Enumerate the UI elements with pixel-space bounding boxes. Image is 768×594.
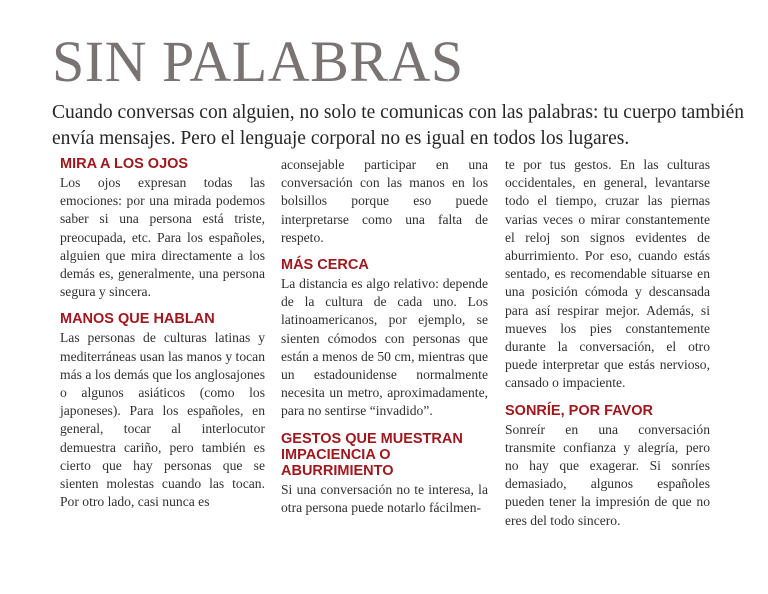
column-1 xyxy=(60,156,265,511)
section-heading-gestos: GESTOS QUE MUESTRAN IMPACIENCIA O ABURRIMIENTO xyxy=(281,430,463,479)
article-intro: Cuando conversas con alguien, no solo te comunicas con las palabras: tu cuerpo también envía mensajes. Pero el lenguaje corporal no es igual en todos los lugares. xyxy=(52,102,745,149)
section-heading-cerca: MÁS CERCA xyxy=(281,257,369,274)
section-body-gestos-continued: te por tus gestos. En las culturas occidentales, en general, levantarse todo el tiempo, cruzar las piernas varias veces o mirar constantemente el reloj son signos evidentes de aburrimiento. Por eso, cuando estás sentado, es recomendable situarse en una posición cómoda y descansada para así respirar mejor. Además, si mueves los pies constantemente durante la conversación, el otro puede interpretar que estás nervioso, cansado o impaciente. xyxy=(505,157,710,391)
section-body-manos: Las personas de culturas latinas y mediterráneas usan las manos y tocan más a los demás que los anglosajones o algunos asiáticos (como los japoneses). Para los españoles, en general, tocar al interlocutor demuestra cariño, pero también es cierto que hay personas que se sienten molestas cuando las tocan. Por otro lado, casi nunca es xyxy=(60,330,265,510)
section-body-sonrie: Sonreír en una conversación transmite confianza y alegría, pero no hay que exagerar. Si sonríes demasiado, algunos españoles pueden tener la impresión de que no eres del todo sincero. xyxy=(505,421,710,528)
section-heading-manos: MANOS QUE HABLAN xyxy=(60,311,215,328)
section-body-cerca: La distancia es algo relativo: depende de la cultura de cada uno. Los latinoamericanos, por ejemplo, se sienten cómodos con personas que están a menos de 50 cm, mientras que un estadounidense normalmente necesita un metro, aproximadamente, para no sentirse “invadido”. xyxy=(281,276,488,419)
section-body-manos-continued: aconsejable participar en una conversación con las manos en los bolsillos porque eso puede interpretarse como una falta de respeto. xyxy=(281,157,488,245)
column-2 xyxy=(281,156,488,517)
section-heading-mira: MIRA A LOS OJOS xyxy=(60,156,189,172)
section-body-mira: Los ojos expresan todas las emociones: por una mirada podemos saber si una persona está triste, preocupada, etc. Para los españoles, alguien que mira directamente a los demás es, generalmente, una persona segura y sincera. xyxy=(60,175,265,300)
article-title: SIN PALABRAS xyxy=(52,29,464,94)
section-body-gestos: Si una conversación no te interesa, la otra persona puede notarlo fácilmen- xyxy=(281,481,488,515)
section-heading-sonrie: SONRÍE, POR FAVOR xyxy=(505,402,653,419)
column-3 xyxy=(505,156,710,530)
